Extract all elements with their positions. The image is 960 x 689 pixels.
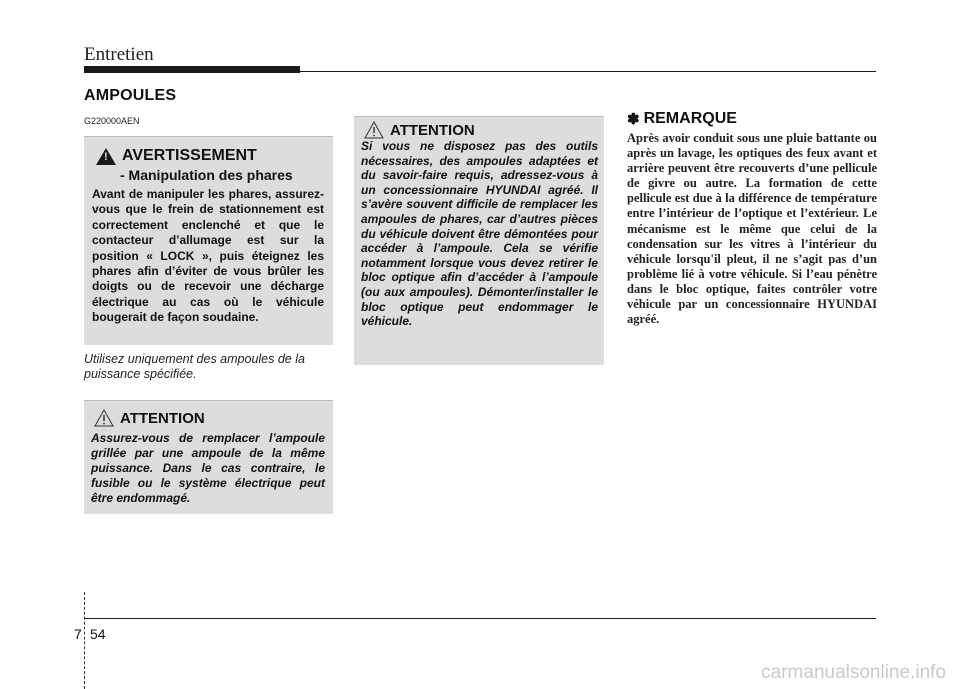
attention-box-2: [354, 116, 604, 365]
attention-box-1: [84, 400, 333, 514]
warning-box: [84, 136, 333, 345]
caution-triangle-icon: [364, 121, 384, 139]
warning-header: [96, 147, 257, 165]
header-bar: [84, 66, 300, 73]
warning-triangle-icon: [96, 148, 116, 165]
attention-title-2: ATTENTION: [390, 121, 475, 139]
footer-divider-vertical: [84, 592, 85, 689]
attention-title-1: ATTENTION: [120, 409, 205, 427]
watermark: carmanualsonline.info: [761, 662, 946, 683]
footer-rule: [84, 618, 876, 619]
wattage-note: Utilisez uniquement des ampoules de la puissance spécifiée.: [84, 352, 305, 381]
section-code: G220000AEN: [84, 116, 140, 126]
caution-triangle-icon: [94, 409, 114, 427]
attention-body-2: Si vous ne disposez pas des outils nécessaires, des ampoules adaptées et du savoir-faire requis, adressez-vous à un concessionnaire HYUNDAI agréé. Il s’avère souvent difficile de remplacer les ampoules de phares, car d’autres pièces du véhicule doivent être démontées pour accéder à l’ampoule. Cela se vérifie notamment lorsque vous devez retirer le bloc optique afin d’accéder à l’ampoule (ou aux ampoules). Démonter/installer le bloc optique peut endommager le véhicule.: [361, 139, 598, 329]
attention-header-2: [364, 121, 475, 139]
attention-header-1: [94, 409, 205, 427]
warning-title: AVERTISSEMENT: [122, 147, 257, 164]
chapter-number: 7: [74, 626, 82, 642]
header-title: Entretien: [84, 44, 154, 65]
attention-body-1: Assurez-vous de remplacer l’ampoule grillée par une ampoule de la même puissance. Dans le cas contraire, le fusible ou le système électrique peut être endommagé.: [91, 431, 325, 505]
header-rule: [300, 71, 876, 72]
remarque-title: REMARQUE: [643, 110, 737, 127]
remarque-body: Après avoir conduit sous une pluie battante ou après un lavage, les optiques des feux avant et arrière peuvent être recouverts d’une pellicule de givre ou autre. La formation de cette pellicule est due à la différence de température entre l’intérieur de l’optique et l’extérieur. Le mécanisme est le même que celui de la condensation sur les vitres à l’intérieur du véhicule lorsqu'il pleut, il ne s’agit pas d’un problème lié à votre véhicule. Si l’eau pénètre dans le bloc optique, faites contrôler votre véhicule par un concessionnaire HYUNDAI agréé.: [627, 131, 877, 327]
warning-body: Avant de manipuler les phares, assurez-vous que le frein de stationnement est correctement enclenché et que le contacteur d’allumage est sur la position « LOCK », puis éteignez les phares afin d’éviter de vous brûler les doigts ou de recevoir une décharge électrique au cas où le véhicule bougerait de façon soudaine.: [92, 187, 324, 325]
remarque-heading: [627, 110, 737, 128]
note-star-icon: ✽: [627, 111, 640, 128]
page-number: 54: [90, 626, 106, 642]
warning-subtitle: - Manipulation des phares: [120, 167, 293, 183]
section-title: AMPOULES: [84, 87, 177, 104]
